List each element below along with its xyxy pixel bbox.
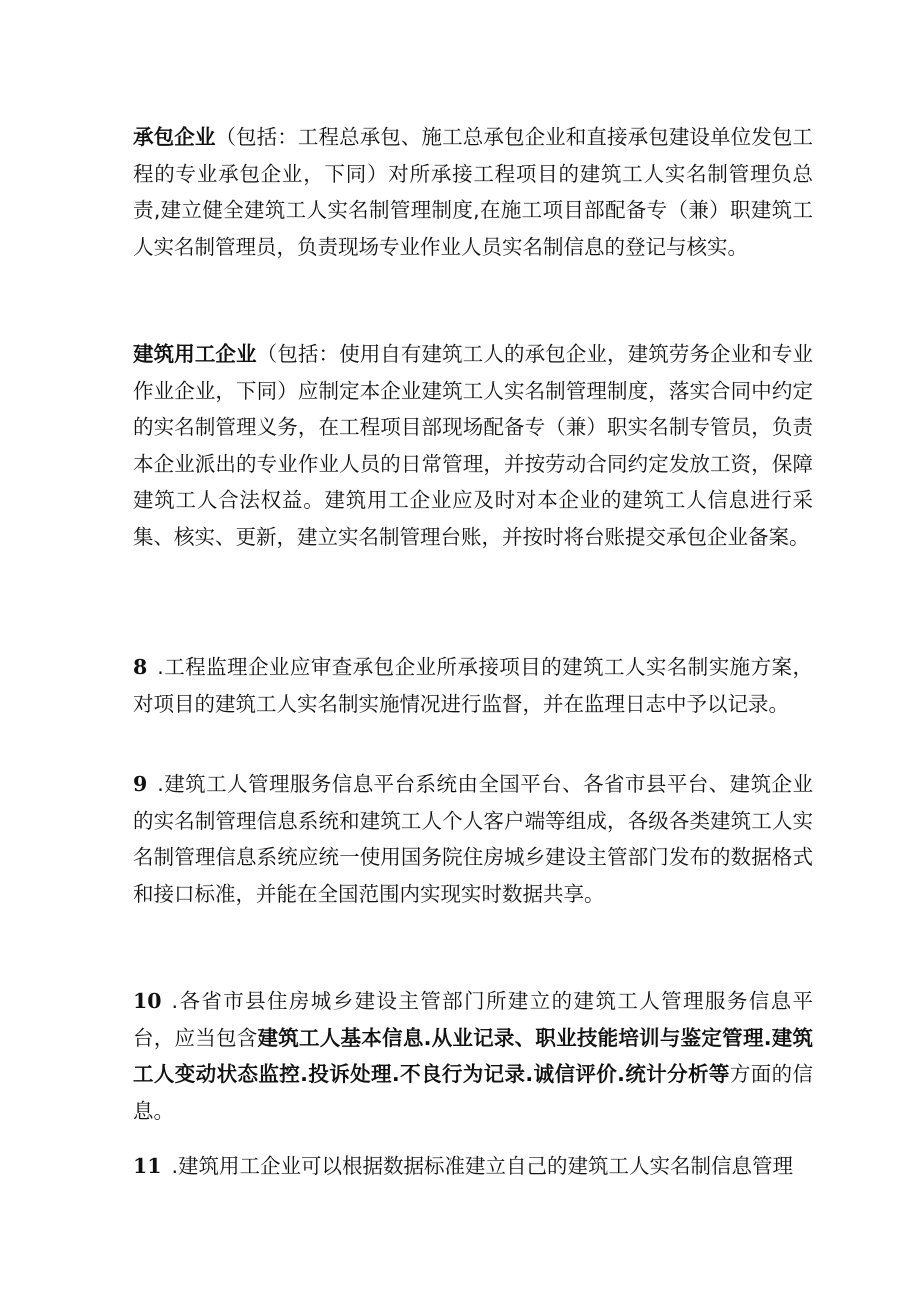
paragraph-text: .建筑工人管理服务信息平台系统由全国平台、各省市县平台、建筑企业的实名制管理信息系统和建筑工人个人客户端等组成，各级各类建筑工人实名制管理信息系统应统一使用国务院住房城乡建设主管部门发布的数据格式和接口标准，并能在全国范围内实现实时数据共享。 — [133, 772, 813, 906]
paragraph-contractor — [133, 119, 813, 265]
paragraph-bold-text: 建筑工人基本信息.从业记录、职业技能培训与鉴定管理.建筑工人变动状态监控.投诉处理.不良行为记录.诚信评价.统计分析等 — [133, 1025, 813, 1087]
item-number: 8 — [133, 655, 148, 679]
paragraph-item-8 — [133, 649, 813, 722]
paragraph-labor-employer — [133, 336, 813, 556]
paragraph-text: （包括：工程总承包、施工总承包企业和直接承包建设单位发包工程的专业承包企业，下同）对所承接工程项目的建筑工人实名制管理负总责,建立健全建筑工人实名制管理制度,在施工项目部配备专（兼）职建筑工人实名制管理员，负责现场专业作业人员实名制信息的登记与核实。 — [133, 125, 813, 259]
paragraph-text: .工程监理企业应审查承包企业所承接项目的建筑工人实名制实施方案，对项目的建筑工人实名制实施情况进行监督，并在监理日志中予以记录。 — [133, 655, 813, 716]
paragraph-item-11 — [133, 1148, 813, 1185]
paragraph-item-10 — [133, 983, 813, 1129]
paragraph-text: .各省市县住房城乡建设主管部门所建立的建筑工人管理服务信息平台，应当包含 — [133, 989, 813, 1050]
item-number: 9 — [133, 772, 148, 796]
item-number: 10 — [133, 989, 162, 1013]
paragraph-text: （包括：使用自有建筑工人的承包企业，建筑劳务企业和专业作业企业，下同）应制定本企业建筑工人实名制管理制度，落实合同中约定的实名制管理义务，在工程项目部现场配备专（兼）职实名制专管员，负责本企业派出的专业作业人员的日常管理，并按劳动合同约定发放工资，保障建筑工人合法权益。建筑用工企业应及时对本企业的建筑工人信息进行采集、核实、更新，建立实名制管理台账，并按时将台账提交承包企业备案。 — [133, 342, 813, 549]
item-number: 11 — [133, 1154, 162, 1178]
paragraph-lead-term: 承包企业 — [133, 125, 216, 149]
paragraph-item-9 — [133, 766, 813, 912]
paragraph-text-end: 方面的信息。 — [133, 1062, 814, 1123]
paragraph-text: .建筑用工企业可以根据数据标准建立自己的建筑工人实名制信息管理 — [171, 1154, 794, 1178]
paragraph-lead-term: 建筑用工企业 — [133, 342, 257, 366]
